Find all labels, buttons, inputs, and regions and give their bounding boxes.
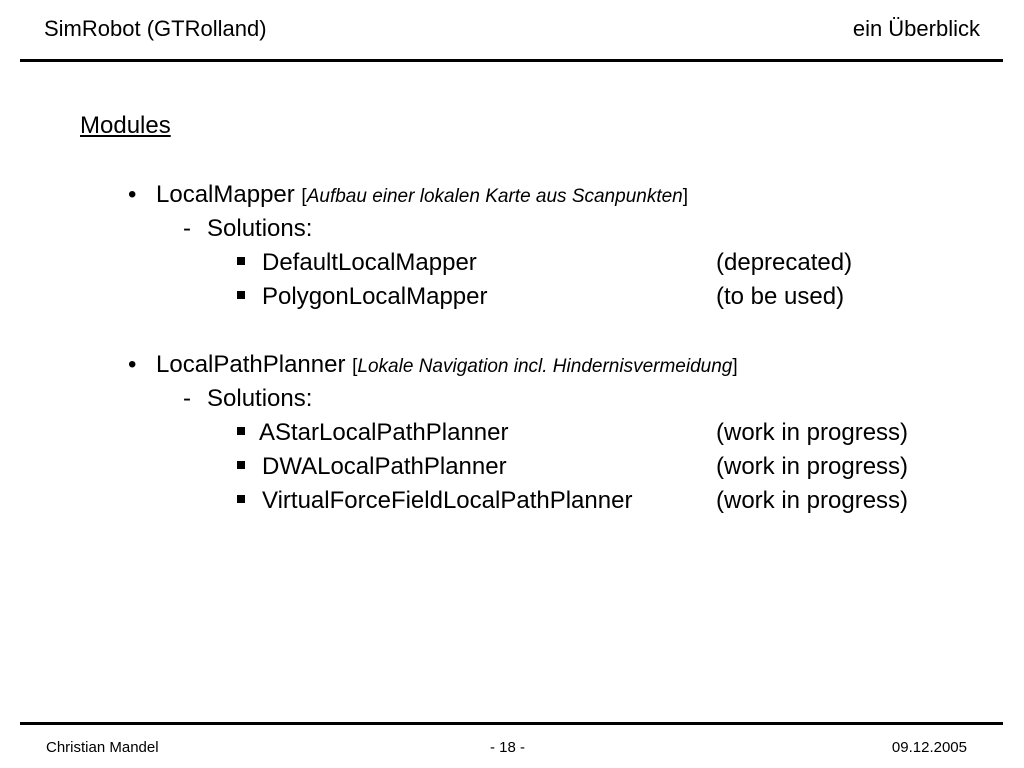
module-item — [156, 180, 688, 212]
solution-name: DWALocalPathPlanner — [262, 453, 507, 480]
solution-name: VirtualForceFieldLocalPathPlanner — [262, 487, 633, 514]
module-item — [156, 350, 738, 382]
solution-status: (to be used) — [716, 283, 845, 310]
bullet-dot: • — [128, 181, 137, 208]
solution-name: DefaultLocalMapper — [262, 249, 477, 276]
module-name: LocalMapper — [156, 181, 295, 208]
footer-author: Christian Mandel — [46, 739, 159, 756]
solution-name: AStarLocalPathPlanner — [259, 419, 509, 446]
header-title: SimRobot (GTRolland) — [44, 16, 267, 41]
dash-marker: - — [183, 385, 191, 412]
solution-status: (work in progress) — [716, 453, 909, 480]
module-description-text: Lokale Navigation incl. Hindernisvermeidung — [357, 356, 733, 377]
dash-marker: - — [183, 215, 191, 242]
bullet-dot: • — [128, 351, 137, 378]
square-bullet-icon — [237, 461, 245, 469]
solutions-label: Solutions: — [207, 215, 313, 242]
footer-date: 09.12.2005 — [891, 739, 967, 756]
module-description: [Aufbau einer lokalen Karte aus Scanpunkten] — [301, 186, 689, 207]
solution-name: PolygonLocalMapper — [262, 283, 488, 310]
square-bullet-icon — [237, 427, 245, 435]
footer-rule — [20, 722, 1003, 725]
header-rule — [20, 59, 1003, 62]
solutions-label: Solutions: — [207, 385, 313, 412]
module-description-text: Aufbau einer lokalen Karte aus Scanpunkten — [306, 186, 683, 207]
solution-status: (work in progress) — [716, 419, 909, 446]
square-bullet-icon — [237, 495, 245, 503]
solution-status: (work in progress) — [716, 487, 909, 514]
section-title: Modules — [80, 112, 171, 139]
module-description: [Lokale Navigation incl. Hindernisvermeidung] — [352, 356, 738, 377]
footer-page-number: - 18 - — [490, 739, 526, 756]
square-bullet-icon — [237, 291, 245, 299]
module-name: LocalPathPlanner — [156, 351, 346, 378]
solution-status: (deprecated) — [716, 249, 853, 276]
square-bullet-icon — [237, 257, 245, 265]
header-subtitle: ein Überblick — [852, 16, 980, 41]
